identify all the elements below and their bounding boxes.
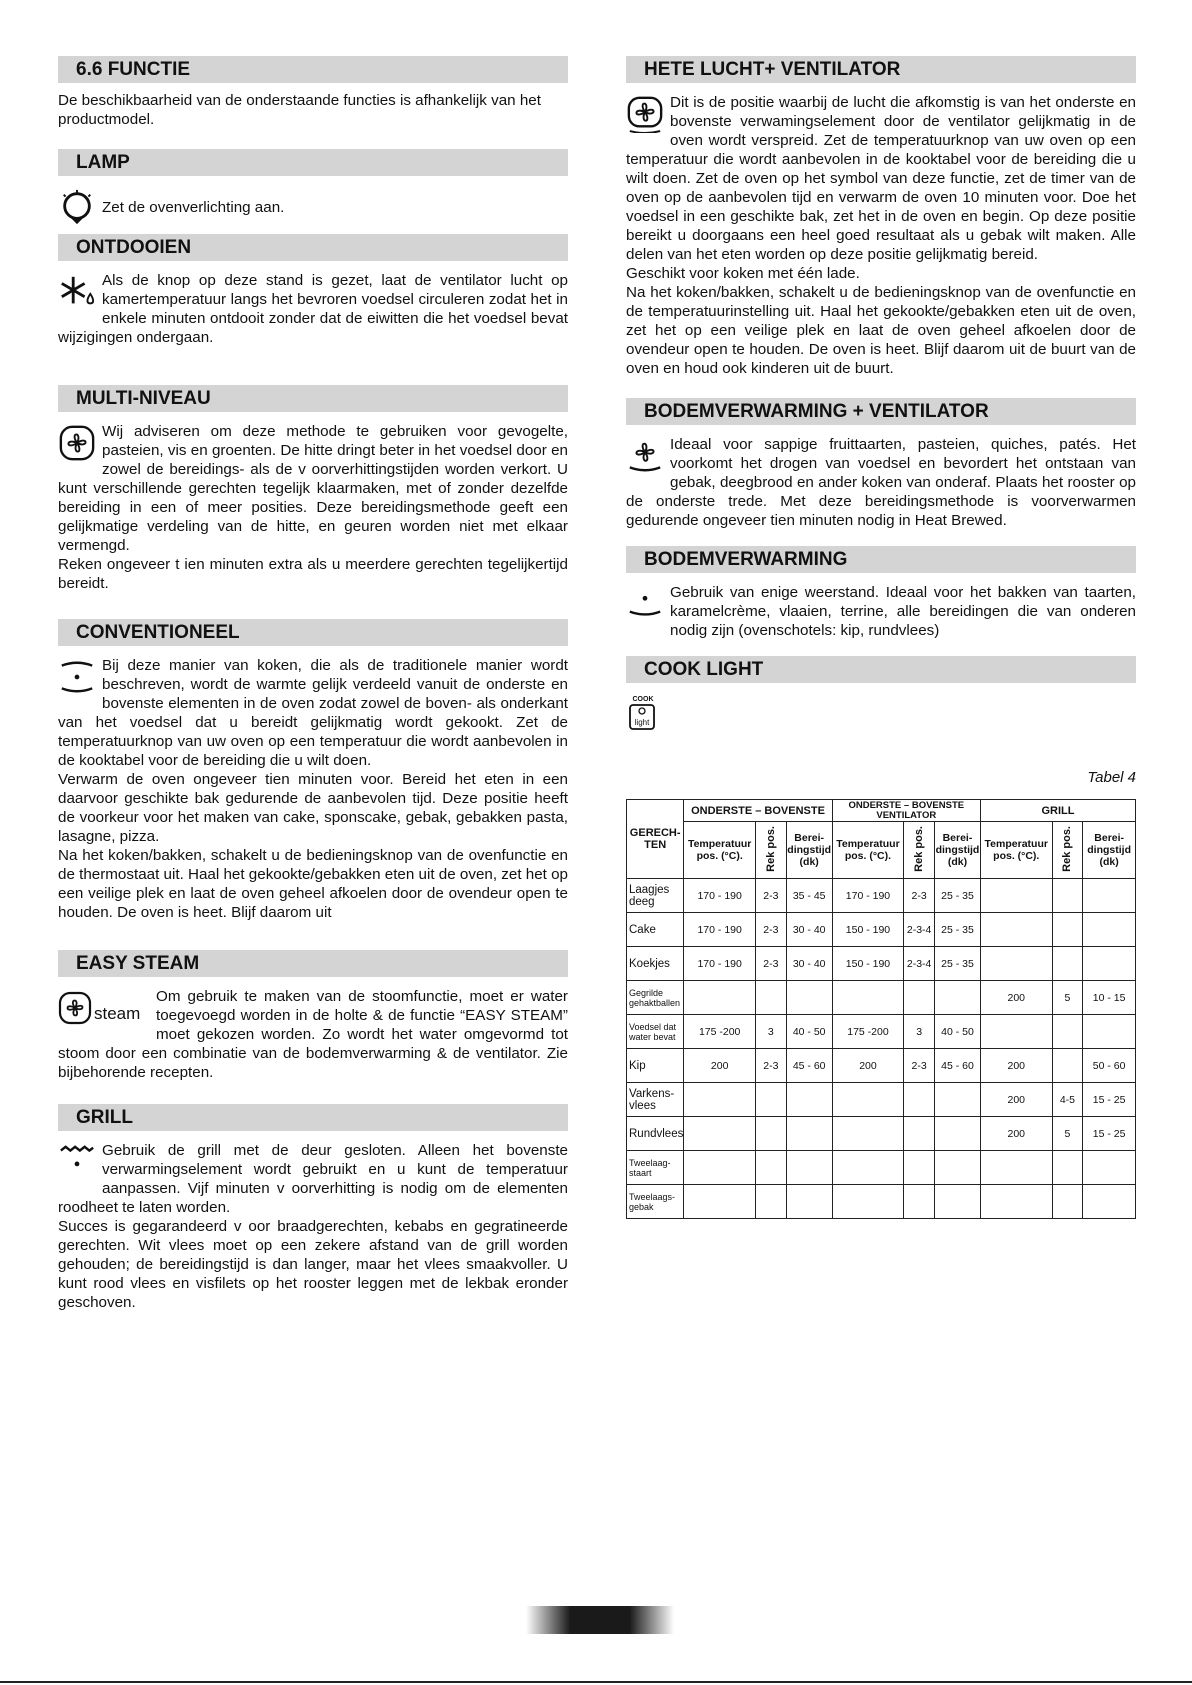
table-cell — [755, 981, 786, 1015]
col-temp-header-2: Temperatuur pos. (°C). — [832, 822, 904, 879]
conventioneel-text: Bij deze manier van koken, die als de traditionele manier wordt beschreven, wordt de warmte gelijk verdeeld vanuit de onderste en bovenste elementen in de oven zodat zowel de boven- als onderkant van het voedsel dat u bereidt gelijkmatig wordt gekookt. Zet de temperatuurknop van uw oven op een temperatuur die wordt aanbevolen in de kooktabel voor de bereiding die u wilt doen. — [58, 657, 568, 769]
table-cell: 2-3 — [904, 1049, 935, 1083]
table-cell — [684, 981, 756, 1015]
table-cell — [755, 1083, 786, 1117]
section-title-lamp: LAMP — [58, 149, 568, 176]
table-cell: 3 — [755, 1015, 786, 1049]
section-title-multiniveau: MULTI-NIVEAU — [58, 385, 568, 412]
multiniveau-text: Wij adviseren om deze methode te gebruiken voor gevogelte, pasteien, vis en groenten. De hitte dringt beter in het voedsel door en zowel de bereidings- als de v oorverhittingstijden worden verkort. U kunt verschillende gerechten tegelijk klaarmaken, met of zonder dezelfde bereiding in een of meer posities. Deze bereidingsmethode geeft een gelijkmatige verdeling van de hitte, en geuren worden niet met elkaar vermengd. — [58, 423, 568, 554]
table-cell: 2-3 — [755, 947, 786, 981]
table-row — [627, 1049, 1136, 1083]
table-cell: 25 - 35 — [935, 913, 981, 947]
table-cell — [1083, 947, 1136, 981]
svg-text:COOK: COOK — [632, 696, 654, 703]
table-cell — [980, 1015, 1052, 1049]
table-cell-dish: Kip — [627, 1049, 684, 1083]
table-row — [627, 1117, 1136, 1151]
table-cell: 200 — [832, 1049, 904, 1083]
table-row — [627, 879, 1136, 913]
top-bottom-heat-icon — [58, 658, 96, 696]
table-row — [627, 913, 1136, 947]
table-row — [627, 981, 1136, 1015]
table-cell: 4-5 — [1052, 1083, 1083, 1117]
table-cell — [1083, 1015, 1136, 1049]
section-title-functie: 6.6 FUNCTIE — [58, 56, 568, 83]
table-cell — [832, 1185, 904, 1219]
table-cell: 40 - 50 — [935, 1015, 981, 1049]
table-cell — [1052, 947, 1083, 981]
table-cell — [980, 1185, 1052, 1219]
table-cell: 200 — [684, 1049, 756, 1083]
ontdooien-text: Als de knop op deze stand is gezet, laat de ventilator lucht op kamertemperatuur langs het bevroren voedsel circuleren zodat het in enkele minuten ontdooit zonder dat de eiwitten die het voedsel bevat wijzigingen ondergaan. — [58, 272, 568, 346]
table-cell: 170 - 190 — [684, 947, 756, 981]
table-cell: 15 - 25 — [1083, 1083, 1136, 1117]
table-cell: 15 - 25 — [1083, 1117, 1136, 1151]
table-cell — [1052, 1049, 1083, 1083]
ontdooien-section — [58, 271, 568, 347]
table-cell: 2-3-4 — [904, 947, 935, 981]
col-rek-header-3: Rek pos. — [1052, 822, 1083, 879]
col-temp-header-1: Temperatuur pos. (°C). — [684, 822, 756, 879]
table-cell: 150 - 190 — [832, 947, 904, 981]
table-cell — [684, 1117, 756, 1151]
col-dish-header: GERECH-TEN — [627, 800, 684, 879]
table-cell — [786, 1185, 832, 1219]
section-title-grill: GRILL — [58, 1104, 568, 1131]
table-cell — [832, 1083, 904, 1117]
table-cell: 5 — [1052, 981, 1083, 1015]
table-cell: 25 - 35 — [935, 879, 981, 913]
hetelucht-text-2: Geschikt voor koken met één lade. — [626, 265, 860, 282]
table-cell — [980, 1151, 1052, 1185]
table-cell — [980, 947, 1052, 981]
table-cell-dish: Varkens-vlees — [627, 1083, 684, 1117]
table-cell — [935, 981, 981, 1015]
lamp-icon — [58, 188, 96, 226]
col-rek-header-1: Rek pos. — [755, 822, 786, 879]
snowflake-drop-icon — [58, 273, 96, 311]
table-cell: 150 - 190 — [832, 913, 904, 947]
bodem-text: Gebruik van enige weerstand. Ideaal voor het bakken van taarten, karamelcrème, vlaaien, terrine, alle bereidingen die van onderen nodig zijn (ovenschotels: kip, rundvlees) — [670, 584, 1136, 639]
table-cell — [1052, 1015, 1083, 1049]
table-cell: 2-3 — [904, 879, 935, 913]
col-temp-header-3: Temperatuur pos. (°C). — [980, 822, 1052, 879]
table-cell — [1083, 1185, 1136, 1219]
table-cell: 3 — [904, 1015, 935, 1049]
easysteam-section — [58, 987, 568, 1082]
fan-icon — [58, 424, 96, 462]
table-cell: 45 - 60 — [935, 1049, 981, 1083]
table-cell — [980, 913, 1052, 947]
table-cell — [935, 1117, 981, 1151]
bottom-heat-icon — [626, 585, 664, 623]
table-cell: 170 - 190 — [684, 913, 756, 947]
table-cell — [786, 1083, 832, 1117]
table-cell: 2-3 — [755, 913, 786, 947]
table-body — [627, 879, 1136, 1219]
col-time-header-3: Berei-dingstijd (dk) — [1083, 822, 1136, 879]
table-row — [627, 1185, 1136, 1219]
table-cell: 200 — [980, 1083, 1052, 1117]
table-cell: 200 — [980, 1049, 1052, 1083]
table-cell-dish: Voedsel dat water bevat — [627, 1015, 684, 1049]
steam-fan-icon — [58, 987, 150, 1031]
multiniveau-section — [58, 422, 568, 593]
table-label: Tabel 4 — [1087, 769, 1136, 786]
table-cell — [980, 879, 1052, 913]
easysteam-text: Om gebruik te maken van de stoomfunctie, moet er water toegevoegd worden in de holte & de functie “EASY STEAM” moet gekozen worden. Zo wordt het water omgevormd tot stoom door een combinatie van de bodemverwarming & de ventilator. Zie bijbehorende recepten. — [58, 988, 568, 1081]
hetelucht-section — [626, 93, 1136, 378]
table-cell-dish: Koekjes — [627, 947, 684, 981]
table-cell — [1083, 1151, 1136, 1185]
table-cell — [1052, 1185, 1083, 1219]
section-title-ontdooien: ONTDOOIEN — [58, 234, 568, 261]
table-cell: 10 - 15 — [1083, 981, 1136, 1015]
table-cell: 35 - 45 — [786, 879, 832, 913]
group-header-2: ONDERSTE – BOVENSTE VENTILATOR — [832, 800, 980, 822]
table-cell — [832, 981, 904, 1015]
table-cell-dish: Rundvlees — [627, 1117, 684, 1151]
cooking-table — [626, 799, 1136, 1219]
bodemvent-text: Ideaal voor sappige fruittaarten, pasteien, quiches, patés. Het voorkomt het drogen van voedsel en bevordert het ontstaan van gebak, deegbrood en ander koken van onderaf. Plaats het rooster op de onderste trede. Met deze bereidingsmethode is voorverwarmen gedurende ongeveer tien minuten nodig in Heat Brewed. — [626, 436, 1136, 529]
table-cell — [1083, 913, 1136, 947]
table-cell — [904, 1083, 935, 1117]
table-cell: 2-3-4 — [904, 913, 935, 947]
ring-fan-icon — [626, 95, 664, 133]
conventioneel-text-3: Na het koken/bakken, schakelt u de bedieningsknop van de ovenfunctie en de thermostaat uit. Haal het gekookte/gebakken eten uit de oven, zet het op een veilige plek en laat de oven geheel afkoelen door de ovendeur open te houden. De oven is heet. Blijf daarom uit — [58, 847, 568, 921]
table-cell: 170 - 190 — [684, 879, 756, 913]
section-title-hetelucht: HETE LUCHT+ VENTILATOR — [626, 56, 1136, 83]
table-cell — [904, 1151, 935, 1185]
table-cell: 200 — [980, 1117, 1052, 1151]
group-header-3: GRILL — [980, 800, 1135, 822]
section-title-cooklight: COOK LIGHT — [626, 656, 1136, 683]
grill-section — [58, 1141, 568, 1312]
hetelucht-text: Dit is de positie waarbij de lucht die afkomstig is van het onderste en bovenste verwamingselement door de ventilator gelijkmatig in de oven wordt verspreid. Zet de temperatuurknop van uw oven op een temperatuur die wordt aanbevolen in de kooktabel voor de bereiding die u wilt doen. Zet de oven op het symbol van deze functie, zet de timer van de oven op de aanbevolen tijd en verwarm de oven 10 minuten voor. Doe het voedsel in een geschikte bak, zet het in de oven en begin. Op deze positie bereikt u doorgaans een heel goed resultaat als u gebak wilt maken. Alle delen van het eten worden op deze positie gelijkmatig bereid. — [626, 94, 1136, 263]
table-cell: 40 - 50 — [786, 1015, 832, 1049]
table-cell — [1052, 913, 1083, 947]
table-cell: 50 - 60 — [1083, 1049, 1136, 1083]
table-cell — [786, 1151, 832, 1185]
col-time-header-2: Berei-dingstijd (dk) — [935, 822, 981, 879]
grill-text-2: Succes is gegarandeerd v oor braadgerechten, kebabs en gegratineerde gerechten. Wit vlees moet op een zekere afstand van de grill worden gehouden; de bereidingstijd is dan langer, maar het vlees smaakvoller. U kunt rood vlees en visfilets op het rooster leggen met de lekbak eronder geschoven. — [58, 1218, 568, 1311]
multiniveau-text-2: Reken ongeveer t ien minuten extra als u meerdere gerechten tegelijkertijd bereidt. — [58, 556, 568, 592]
table-cell — [684, 1083, 756, 1117]
table-cell — [904, 1117, 935, 1151]
table-cell: 30 - 40 — [786, 913, 832, 947]
table-label-row — [626, 769, 1136, 799]
table-row — [627, 1083, 1136, 1117]
right-column — [626, 56, 1136, 1212]
lamp-text: Zet de ovenverlichting aan. — [102, 199, 285, 216]
table-cell: 2-3 — [755, 1049, 786, 1083]
section-title-easysteam: EASY STEAM — [58, 950, 568, 977]
table-cell: 5 — [1052, 1117, 1083, 1151]
table-cell — [832, 1151, 904, 1185]
table-cell — [904, 1185, 935, 1219]
bodemvent-section — [626, 435, 1136, 530]
col-time-header-1: Berei-dingstijd (dk) — [786, 822, 832, 879]
table-cell — [684, 1185, 756, 1219]
page-number-tab — [526, 1606, 674, 1634]
section-title-bodemvent: BODEMVERWARMING + VENTILATOR — [626, 398, 1136, 425]
table-cell: 2-3 — [755, 879, 786, 913]
functie-text: De beschikbaarheid van de onderstaande functies is afhankelijk van het productmodel. — [58, 92, 541, 128]
col-rek-header-2: Rek pos. — [904, 822, 935, 879]
conventioneel-section — [58, 656, 568, 922]
table-cell — [755, 1185, 786, 1219]
section-title-bodem: BODEMVERWARMING — [626, 546, 1136, 573]
table-cell-dish: Tweelaags-gebak — [627, 1185, 684, 1219]
cook-light-icon — [626, 693, 660, 731]
table-cell — [1052, 1151, 1083, 1185]
bodem-section — [626, 583, 1136, 640]
table-row — [627, 1015, 1136, 1049]
table-cell — [755, 1117, 786, 1151]
table-cell — [786, 981, 832, 1015]
table-cell-dish: Cake — [627, 913, 684, 947]
hetelucht-text-3: Na het koken/bakken, schakelt u de bedieningsknop van de ovenfunctie en de temperatuurinstelling uit. Haal het gekookte/gebakken eten uit de oven, zet het op een veilige plek en laat de oven geheel afkoelen door de ovendeur open te houden. De oven is heet. Blijf daarom uit de buurt van de oven en houd ook kinderen uit de buurt. — [626, 284, 1136, 377]
grill-icon — [58, 1143, 96, 1181]
table-cell — [755, 1151, 786, 1185]
table-cell: 30 - 40 — [786, 947, 832, 981]
table-cell — [684, 1151, 756, 1185]
bottom-rule — [0, 1681, 1192, 1683]
table-row — [627, 1151, 1136, 1185]
table-cell-dish: Laagjes deeg — [627, 879, 684, 913]
lamp-section — [58, 186, 568, 228]
steam-label: steam — [94, 1004, 141, 1023]
group-header-1: ONDERSTE – BOVENSTE — [684, 800, 832, 822]
table-cell: 25 - 35 — [935, 947, 981, 981]
table-cell — [904, 981, 935, 1015]
table-cell — [935, 1185, 981, 1219]
conventioneel-text-2: Verwarm de oven ongeveer tien minuten voor. Bereid het eten in een daarvoor geschikte bak gedurende de aanbevolen tijd. Deze positie heeft de voorkeur voor het maken van cake, sponscake, gebak, gebakken pasta, lasagne, pizza. — [58, 771, 568, 845]
table-cell — [1052, 879, 1083, 913]
table-cell — [832, 1117, 904, 1151]
table-cell: 175 -200 — [684, 1015, 756, 1049]
section-title-conventioneel: CONVENTIONEEL — [58, 619, 568, 646]
table-cell — [1083, 879, 1136, 913]
svg-text:light: light — [634, 718, 650, 727]
left-column — [58, 56, 568, 1312]
table-row — [627, 947, 1136, 981]
table-cell — [935, 1083, 981, 1117]
table-cell-dish: Tweelaag-staart — [627, 1151, 684, 1185]
table-cell-dish: Gegrilde gehaktballen — [627, 981, 684, 1015]
bottom-fan-icon — [626, 437, 664, 475]
table-cell: 170 - 190 — [832, 879, 904, 913]
table-cell: 45 - 60 — [786, 1049, 832, 1083]
grill-text: Gebruik de grill met de deur gesloten. Alleen het bovenste verwarmingselement wordt gebruikt en u kunt de temperatuur aanpassen. Vijf minuten v oorverhitting is nodig om de elementen roodheet te laten worden. — [58, 1142, 568, 1216]
table-cell: 200 — [980, 981, 1052, 1015]
table-cell — [786, 1117, 832, 1151]
table-cell — [935, 1151, 981, 1185]
table-cell: 175 -200 — [832, 1015, 904, 1049]
